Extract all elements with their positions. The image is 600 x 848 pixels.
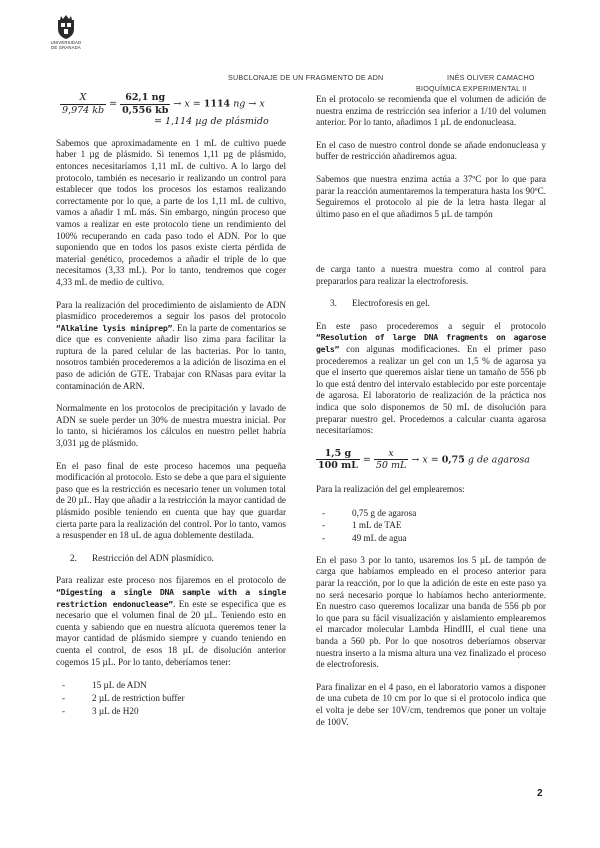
list-item: - 1 mL de TAE — [316, 519, 546, 532]
list-item: - 15 µL de ADN — [56, 679, 286, 692]
section-number: 3. — [330, 298, 337, 309]
paragraph-text: con algunas modificaciones. En el primer paso procederemos a realizar un gel con un 1,5 % de agarosa ya que el inserto que queremos aislar tiene un tamaño de 556 pb lo que está dentro del intervalo establecido por este porcentaje de agarosa. El laboratorio de realización de la práctica nos indica que solo disponemos de 50 mL de disolución para preparar nuestro gel. Procedemos a calcular cuanta agarosa necesitaríamos: — [316, 343, 546, 436]
eq1-unit: ng → x — [230, 98, 265, 110]
university-logo — [46, 14, 86, 50]
eq1-line2: = 1,114 µg de plásmido — [154, 116, 269, 128]
paragraph — [316, 321, 546, 437]
section-heading-3 — [316, 298, 546, 310]
paragraph: Para finalizar en el 4 paso, en el laboratorio vamos a disponer de una cubeta de 10 cm por lo que si el protocolo indica que el volta je debe ser 10V/cm, tendremos que poner un voltaje de 100V. — [316, 681, 546, 727]
reagent-list — [56, 679, 286, 717]
protocol-name: “Alkaline lysis miniprep” — [56, 322, 173, 333]
eq1-num2: 62,1 ng — [125, 92, 166, 103]
logo-line-1: UNIVERSIDAD — [50, 40, 82, 45]
paragraph: En el paso 3 por lo tanto, usaremos los 5 µL de tampón de carga que habíamos empleado en el proceso anterior para parar la reacción, por lo que la adición de este en este paso ya no será necesario porque lo habíamos hecho anteriormente. En nuestro caso queremos localizar una banda de 556 pb por lo que para su fácil visualización y aislamiento emplearemos el marcador molecular Lambda HindIII, el cual tiene una banda a 560 pb. Por lo que nosotros deberíamos observar nuestra inserto a la misma altura una vez finalizado el proceso de electroforesis. — [316, 554, 546, 670]
paragraph-text: Para la realización del procedimiento de aislamiento de ADN plasmídico procederemos a seguir los pasos del protocolo — [56, 299, 286, 322]
page-number: 2 — [537, 788, 543, 799]
right-column-lower — [316, 264, 546, 739]
eq2-den2: 50 mL — [375, 460, 407, 472]
header-course: BIOQUÍMICA EXPERIMENTAL II — [416, 84, 527, 93]
paragraph: Sabemos que aproximadamente en 1 mL de cultivo puede haber 1 µg de plásmido. Si tenemos 1,11 µg de plásmido, entonces necesitaríamos 1,11 mL de cultivo. A lo largo del protocolo, también es necesario ir realizando un control para establecer que todos los procesos los estamos realizando correctamente por lo que, a parte de los 1,11 mL de cultivo, vamos a añadir 1 mL más. Sin embargo, ningún proceso que vamos a realizar en este protocolo tiene un rendimiento del 100% recuperando en cada paso todo el ADN. Por lo que suponiendo que en todos los pasos existe cierta pérdida de material genético, procedemos a añadir el triple de lo que necesitamos (3,33 mL). Por lo tanto, tendremos que coger 4,33 mL de medio de cultivo. — [56, 137, 286, 287]
protocol-name: “Resolution of large DNA fragments on agarose gels” — [316, 332, 546, 354]
eq2-unit: g de agarosa — [464, 454, 530, 466]
paragraph: Normalmente en los protocolos de precipitación y lavado de ADN se suele perder un 30% de nuestra muestra inicial. Por lo tanto, si hiciéramos los cálculos en nuestro pellet habría 3,031 µg de plásmido. — [56, 403, 286, 449]
paragraph-text: . En la parte de comentarios se dice que es conveniente añadir liso zima para facilitar la ruptura de la pared celular de las bacterias. Por lo tanto, nosotros también procederemos a la adición de lisozima en el paso de adición de GTE. Trabajar con RNasas para evitar la contaminación de ARN. — [56, 322, 286, 391]
logo-line-2: DE GRANADA — [51, 45, 81, 50]
eq1-value: 1114 — [203, 98, 231, 110]
eq2-value: 0,75 — [441, 454, 465, 466]
paragraph — [56, 575, 286, 668]
section-number: 2. — [70, 552, 77, 563]
left-column — [56, 92, 286, 728]
eq2-num1: 1,5 g — [324, 447, 352, 459]
eq1-den2: 0,556 kb — [122, 104, 169, 116]
eq1-arrow: → x = — [173, 98, 204, 110]
protocol-name: “Digesting a single DNA sample with a single restriction endonuclease” — [56, 586, 286, 609]
list-item: - 49 mL de agua — [316, 532, 546, 545]
paragraph: En el paso final de este proceso hacemos una pequeña modificación al protocolo. Esto se debe a que para el siguiente paso que es la restricción es necesario tener un volumen total de 20 µL. Hay que añadir a la restricción la mayor cantidad de plásmido posible teniendo en cuenta que hay que guardar cierta parte para la realización del control. Por lo tanto, vamos a resuspender en 18 uL de agua doblemente destilada. — [56, 460, 286, 541]
list-item: - 2 µL de restriction buffer — [56, 692, 286, 705]
paragraph-text: . En este se especifica que es necesario que el volumen final de 20 µL. Teniendo esto en cuenta y sabiendo que en nuestra alícuota queremos tener la mayor cantidad de plásmido siempre y cuando teniendo en cuenta el control, de esos 18 µL de disolución anterior cogemos 15 µL. Por lo tanto, deberíamos tener: — [56, 598, 286, 667]
eq2-arrow: → x = — [411, 454, 442, 466]
list-item: - 3 µL de H20 — [56, 705, 286, 718]
eq1-den1: 9,974 kb — [62, 104, 105, 116]
university-crest-icon — [55, 14, 77, 40]
paragraph: Para la realización del gel emplearemos: — [316, 483, 465, 494]
eq1-num1: X — [60, 92, 106, 105]
list-item: - 0,75 g de agarosa — [316, 507, 546, 520]
paragraph — [56, 300, 286, 393]
eq2-den1: 100 mL — [318, 460, 358, 472]
section-title: Restricción del ADN plasmídico. — [92, 552, 214, 563]
header-subject: SUBCLONAJE DE UN FRAGMENTO DE ADN — [228, 73, 384, 82]
equation-plasmid: $\frac{X}{9,974 kb}$ = $\frac{62,1 ng}{0,556 kb}$ → x = 1114 ng → x = 1,114 µg de plásmido — [56, 92, 286, 128]
eq2-num2: x — [374, 448, 408, 461]
paragraph: de carga tanto a nuestra muestra como al control para prepararlos para realizar la electroforesis. — [316, 264, 546, 286]
header-author: INÉS OLIVER CAMACHO — [447, 73, 535, 82]
section-title: Electroforesis en gel. — [352, 298, 430, 309]
section-heading-2 — [56, 553, 286, 565]
paragraph: En el caso de nuestro control donde se añade endonucleasa y buffer de restricción añadiremos agua. — [316, 139, 546, 162]
paragraph: En el protocolo se recomienda que el volumen de adición de nuestra enzima de restricción sea inferior a 1/10 del volumen anterior. Por lo tanto, añadimos 1 µL de endonucleasa. — [316, 94, 546, 128]
gel-list — [316, 507, 546, 545]
equation-agarose: $\frac{1,5 g}{100 mL}$ = $\frac{x}{50 mL}$ → x = 0,75 g de agarosa — [318, 447, 530, 472]
paragraph: Sabemos que nuestra enzima actúa a 37ºC por lo que para parar la reacción aumentaremos la temperatura hasta los 90ºC. Seguiremos el protocolo al pie de la letra hasta llegar al último paso en el que añadimos 5 µL de tampón — [316, 173, 546, 219]
right-column — [316, 94, 546, 220]
paragraph-text: Para realizar este proceso nos fijaremos en el protocolo de — [56, 575, 286, 586]
paragraph-text: En este paso procederemos a seguir el protocolo — [316, 320, 546, 331]
